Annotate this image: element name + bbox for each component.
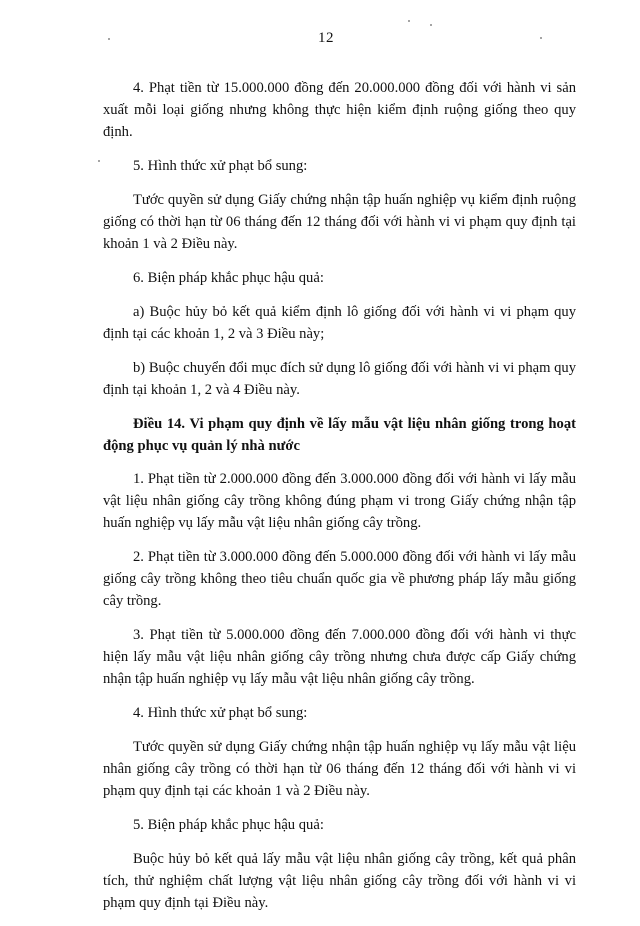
document-body — [103, 77, 576, 926]
paragraph: b) Buộc chuyển đổi mục đích sử dụng lô giống đối với hành vi vi phạm quy định tại khoản 1, 2 và 4 Điều này. — [103, 360, 576, 398]
scan-speck — [540, 37, 542, 39]
paragraph: 4. Hình thức xử phạt bổ sung: — [133, 705, 308, 721]
paragraph: 1. Phạt tiền từ 2.000.000 đồng đến 3.000.000 đồng đối với hành vi lấy mẫu vật liệu nhân giống cây trồng không đúng phạm vi trong Giấy chứng nhận tập huấn nghiệp vụ lấy mẫu vật liệu nhân giống cây trồng. — [103, 471, 576, 531]
paragraph: 6. Biện pháp khắc phục hậu quả: — [133, 270, 324, 286]
scan-speck — [108, 38, 110, 40]
paragraph: 5. Hình thức xử phạt bổ sung: — [133, 158, 308, 174]
paragraph: a) Buộc hủy bỏ kết quả kiểm định lô giống đối với hành vi vi phạm quy định tại các khoản 1, 2 và 3 Điều này; — [103, 304, 576, 342]
paragraph: Tước quyền sử dụng Giấy chứng nhận tập huấn nghiệp vụ lấy mẫu vật liệu nhân giống cây trồng có thời hạn từ 06 tháng đến 12 tháng đối với hành vi vi phạm quy định tại các khoản 1 và 2 Điều này. — [103, 739, 576, 799]
scan-speck — [430, 24, 432, 26]
scan-speck — [408, 20, 410, 22]
paragraph: 4. Phạt tiền từ 15.000.000 đồng đến 20.000.000 đồng đối với hành vi sản xuất mỗi loại giống nhưng không thực hiện kiểm định ruộng giống theo quy định. — [103, 80, 576, 140]
page-number: 12 — [318, 30, 334, 46]
article-heading: Điều 14. Vi phạm quy định về lấy mẫu vật liệu nhân giống trong hoạt động phục vụ quản lý nhà nước — [103, 416, 576, 454]
paragraph: 2. Phạt tiền từ 3.000.000 đồng đến 5.000.000 đồng đối với hành vi lấy mẫu giống cây trồng không theo tiêu chuẩn quốc gia về phương pháp lấy mẫu giống cây trồng. — [103, 549, 576, 609]
paragraph: 3. Phạt tiền từ 5.000.000 đồng đến 7.000.000 đồng đối với hành vi thực hiện lấy mẫu vật liệu nhân giống cây trồng nhưng chưa được cấp Giấy chứng nhận tập huấn nghiệp vụ lấy mẫu vật liệu nhân giống cây trồng. — [103, 627, 576, 687]
paragraph: 5. Biện pháp khắc phục hậu quả: — [133, 817, 324, 833]
paragraph: Buộc hủy bỏ kết quả lấy mẫu vật liệu nhân giống cây trồng, kết quả phân tích, thử nghiệm chất lượng vật liệu nhân giống cây trồng đối với hành vi vi phạm quy định tại Điều này. — [103, 851, 576, 911]
paragraph: Tước quyền sử dụng Giấy chứng nhận tập huấn nghiệp vụ kiểm định ruộng giống có thời hạn từ 06 tháng đến 12 tháng đối với hành vi vi phạm quy định tại khoản 1 và 2 Điều này. — [103, 192, 576, 252]
scan-speck — [98, 160, 100, 162]
